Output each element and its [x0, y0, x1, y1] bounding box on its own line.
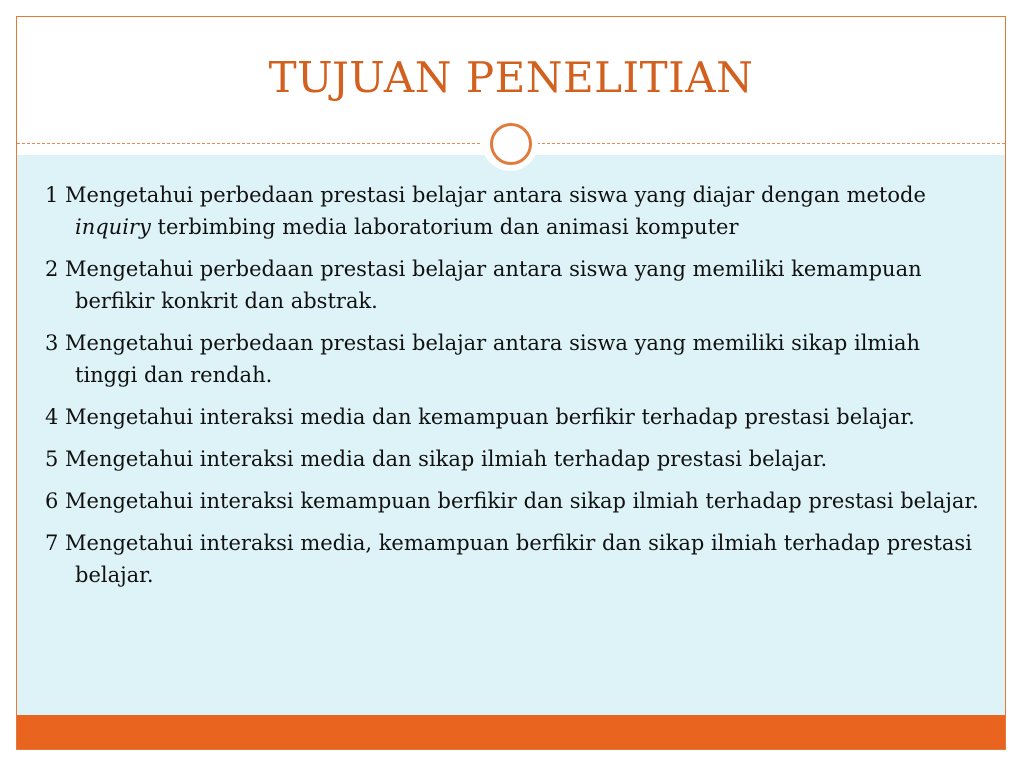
objectives-list	[45, 179, 985, 601]
list-item	[45, 443, 985, 475]
list-item-text: 2 Mengetahui perbedaan prestasi belajar antara siswa yang memiliki kemampuan berfikir konkrit dan abstrak.	[45, 257, 922, 313]
list-item-text: 6 Mengetahui interaksi kemampuan berfikir dan sikap ilmiah terhadap prestasi belajar.	[45, 489, 979, 513]
list-item-text: 3 Mengetahui perbedaan prestasi belajar antara siswa yang memiliki sikap ilmiah tinggi dan rendah.	[45, 331, 921, 387]
list-item-italic: inquiry	[75, 215, 151, 239]
slide-title: TUJUAN PENELITIAN	[268, 53, 754, 102]
list-item	[45, 485, 985, 517]
list-item	[45, 327, 985, 391]
list-item-text: 1 Mengetahui perbedaan prestasi belajar antara siswa yang diajar dengan metode	[45, 183, 926, 207]
footer-bar	[17, 715, 1005, 749]
list-item-text: 7 Mengetahui interaksi media, kemampuan berfikir dan sikap ilmiah terhadap prestasi belajar.	[45, 531, 972, 587]
ring-icon	[490, 123, 532, 165]
list-item-text: 4 Mengetahui interaksi media dan kemampuan berfikir terhadap prestasi belajar.	[45, 405, 915, 429]
list-item	[45, 253, 985, 317]
slide-frame	[16, 16, 1006, 750]
list-item-text-end: terbimbing media laboratorium dan animasi komputer	[150, 215, 739, 239]
list-item	[45, 527, 985, 591]
list-item-text: 5 Mengetahui interaksi media dan sikap ilmiah terhadap prestasi belajar.	[45, 447, 828, 471]
list-item	[45, 179, 985, 243]
list-item	[45, 401, 985, 433]
